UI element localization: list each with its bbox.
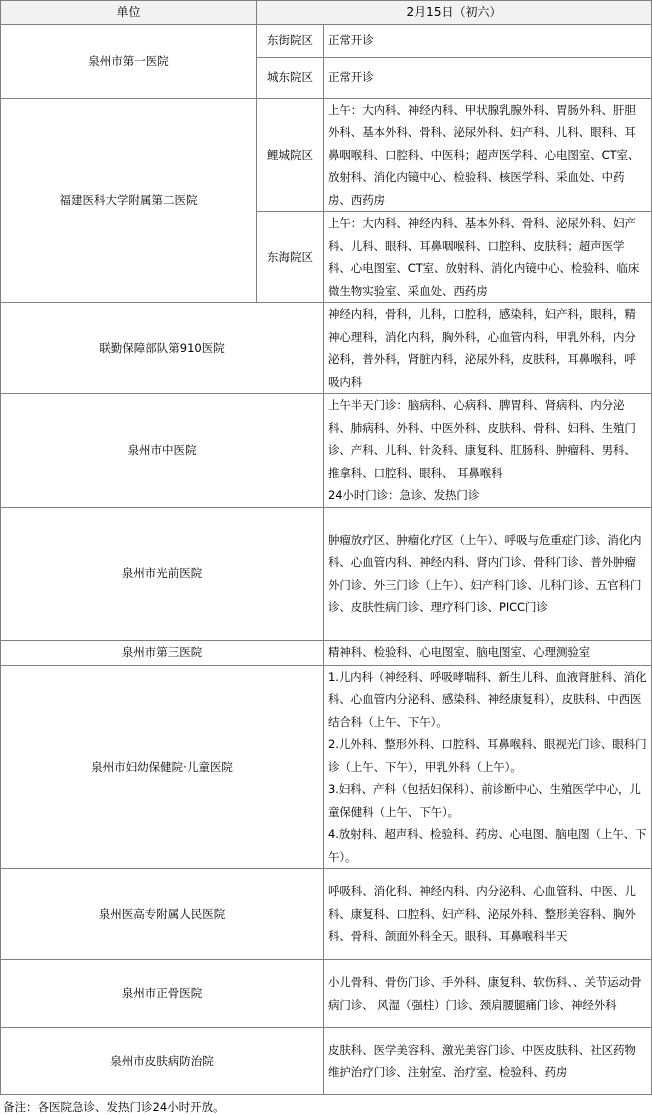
department-list-line: 上午半天门诊：脑病科、心病科、脾胃科、肾病科、内分泌科、肺病科、外科、中医外科、皮肤科、骨科、妇科、生殖门诊、产科、儿科、针灸科、康复科、肛肠科、肿瘤科、男科、推拿科、口腔科、眼科、 耳鼻喉科 [328,398,636,480]
department-list: 上午：大内科、神经内科、甲状腺乳腺外科、胃肠外科、肝胆外科、基本外科、骨科、泌尿外科、妇产科、儿科、眼科、耳鼻咽喉科、口腔科、中医科；超声医学科、心电图室、CT室、放射科、消化内镜中心、检验科、核医学科、采血处、中药房、西药房 [324,98,652,212]
department-list-item: 1.儿内科（神经科、呼吸哮喘科、新生儿科、血液肾脏科、消化科、心血管内分泌科、感染科、神经康复科），皮肤科、中西医结合科（上午、下午）。 [328,669,647,729]
department-list: 精神科、检验科、心电图室、脑电图室、心理测验室 [324,640,652,665]
campus-name: 东街院区 [257,24,324,57]
table-row [1,665,652,869]
table-row [1,1028,652,1095]
unit-name: 泉州市第一医院 [1,24,257,98]
department-list: 正常开诊 [324,57,652,98]
department-list: 正常开诊 [324,24,652,57]
unit-name: 泉州市正骨医院 [1,960,324,1028]
unit-name: 泉州市第三医院 [1,640,324,665]
footnote: 备注：各医院急诊、发热门诊24小时开放。 [3,1100,225,1114]
unit-name: 泉州医高专附属人民医院 [1,869,324,960]
campus-name: 鲤城院区 [257,98,324,212]
department-list: 小儿骨科、骨伤门诊、手外科、康复科、软伤科、、关节运动骨病门诊、 风湿（强柱）门诊、颈肩腰腿痛门诊、神经外科 [324,960,652,1028]
table-header-row [1,1,652,25]
department-list [324,665,652,869]
department-list-item: 4.放射科、超声科、检验科、药房、心电图、脑电图（上午、下午）。 [328,827,647,864]
unit-name: 泉州市光前医院 [1,507,324,640]
header-unit: 单位 [1,1,257,25]
header-date: 2月15日（初六） [257,1,652,25]
table-row [1,507,652,640]
department-list-item: 2.儿外科、整形外科、口腔科、耳鼻喉科、眼视光门诊、眼科门诊（上午、下午），甲乳外科（上午）。 [328,737,647,774]
table-row [1,98,652,212]
department-list: 肿瘤放疗区、肿瘤化疗区（上午）、呼吸与危重症门诊、消化内科、心血管内科、神经内科、肾内门诊、骨科门诊、普外肿瘤外门诊、外三门诊（上午）、妇产科门诊、儿科门诊、五官科门诊、皮肤性病门诊、理疗科门诊、PICC门诊 [324,507,652,640]
table-row [1,24,652,57]
unit-name: 福建医科大学附属第二医院 [1,98,257,303]
unit-name: 泉州市皮肤病防治院 [1,1028,324,1095]
department-list [324,394,652,508]
table-row [1,960,652,1028]
department-list: 上午：大内科、神经内科、基本外科、骨科、泌尿外科、妇产科、儿科、眼科、耳鼻咽喉科、口腔科、皮肤科；超声医学科、心电图室、CT室、放射科、消化内镜中心、检验科、临床微生物实验室、采血处、西药房 [324,212,652,303]
table-row [1,394,652,508]
campus-name: 城东院区 [257,57,324,98]
unit-name: 泉州市中医院 [1,394,324,508]
department-list-line: 24小时门诊：急诊、发热门诊 [328,488,480,502]
table-row [1,640,652,665]
department-list-item: 3.妇科、产科（包括妇保科）、前诊断中心、生殖医学中心，儿童保健科（上午、下午）。 [328,782,641,819]
department-list: 神经内科，骨科，儿科，口腔科，感染科，妇产科，眼科，精神心理科，消化内科，胸外科，心血管内科，甲乳外科，内分泌科，普外科，肾脏内科，泌尿外科，皮肤科，耳鼻喉科，呼吸内科 [324,303,652,394]
department-list: 呼吸科、消化科、神经内科、内分泌科、心血管科、中医、儿科、康复科、口腔科、妇产科、泌尿外科、整形美容科、胸外科、骨科、颌面外科全天。眼科、耳鼻喉科半天 [324,869,652,960]
table-row [1,869,652,960]
unit-name: 联勤保障部队第910医院 [1,303,324,394]
table-row [1,303,652,394]
campus-name: 东海院区 [257,212,324,303]
department-list: 皮肤科、医学美容科、激光美容门诊、中医皮肤科、社区药物维护治疗门诊、注射室、治疗室、检验科、药房 [324,1028,652,1095]
unit-name: 泉州市妇幼保健院·儿童医院 [1,665,324,869]
